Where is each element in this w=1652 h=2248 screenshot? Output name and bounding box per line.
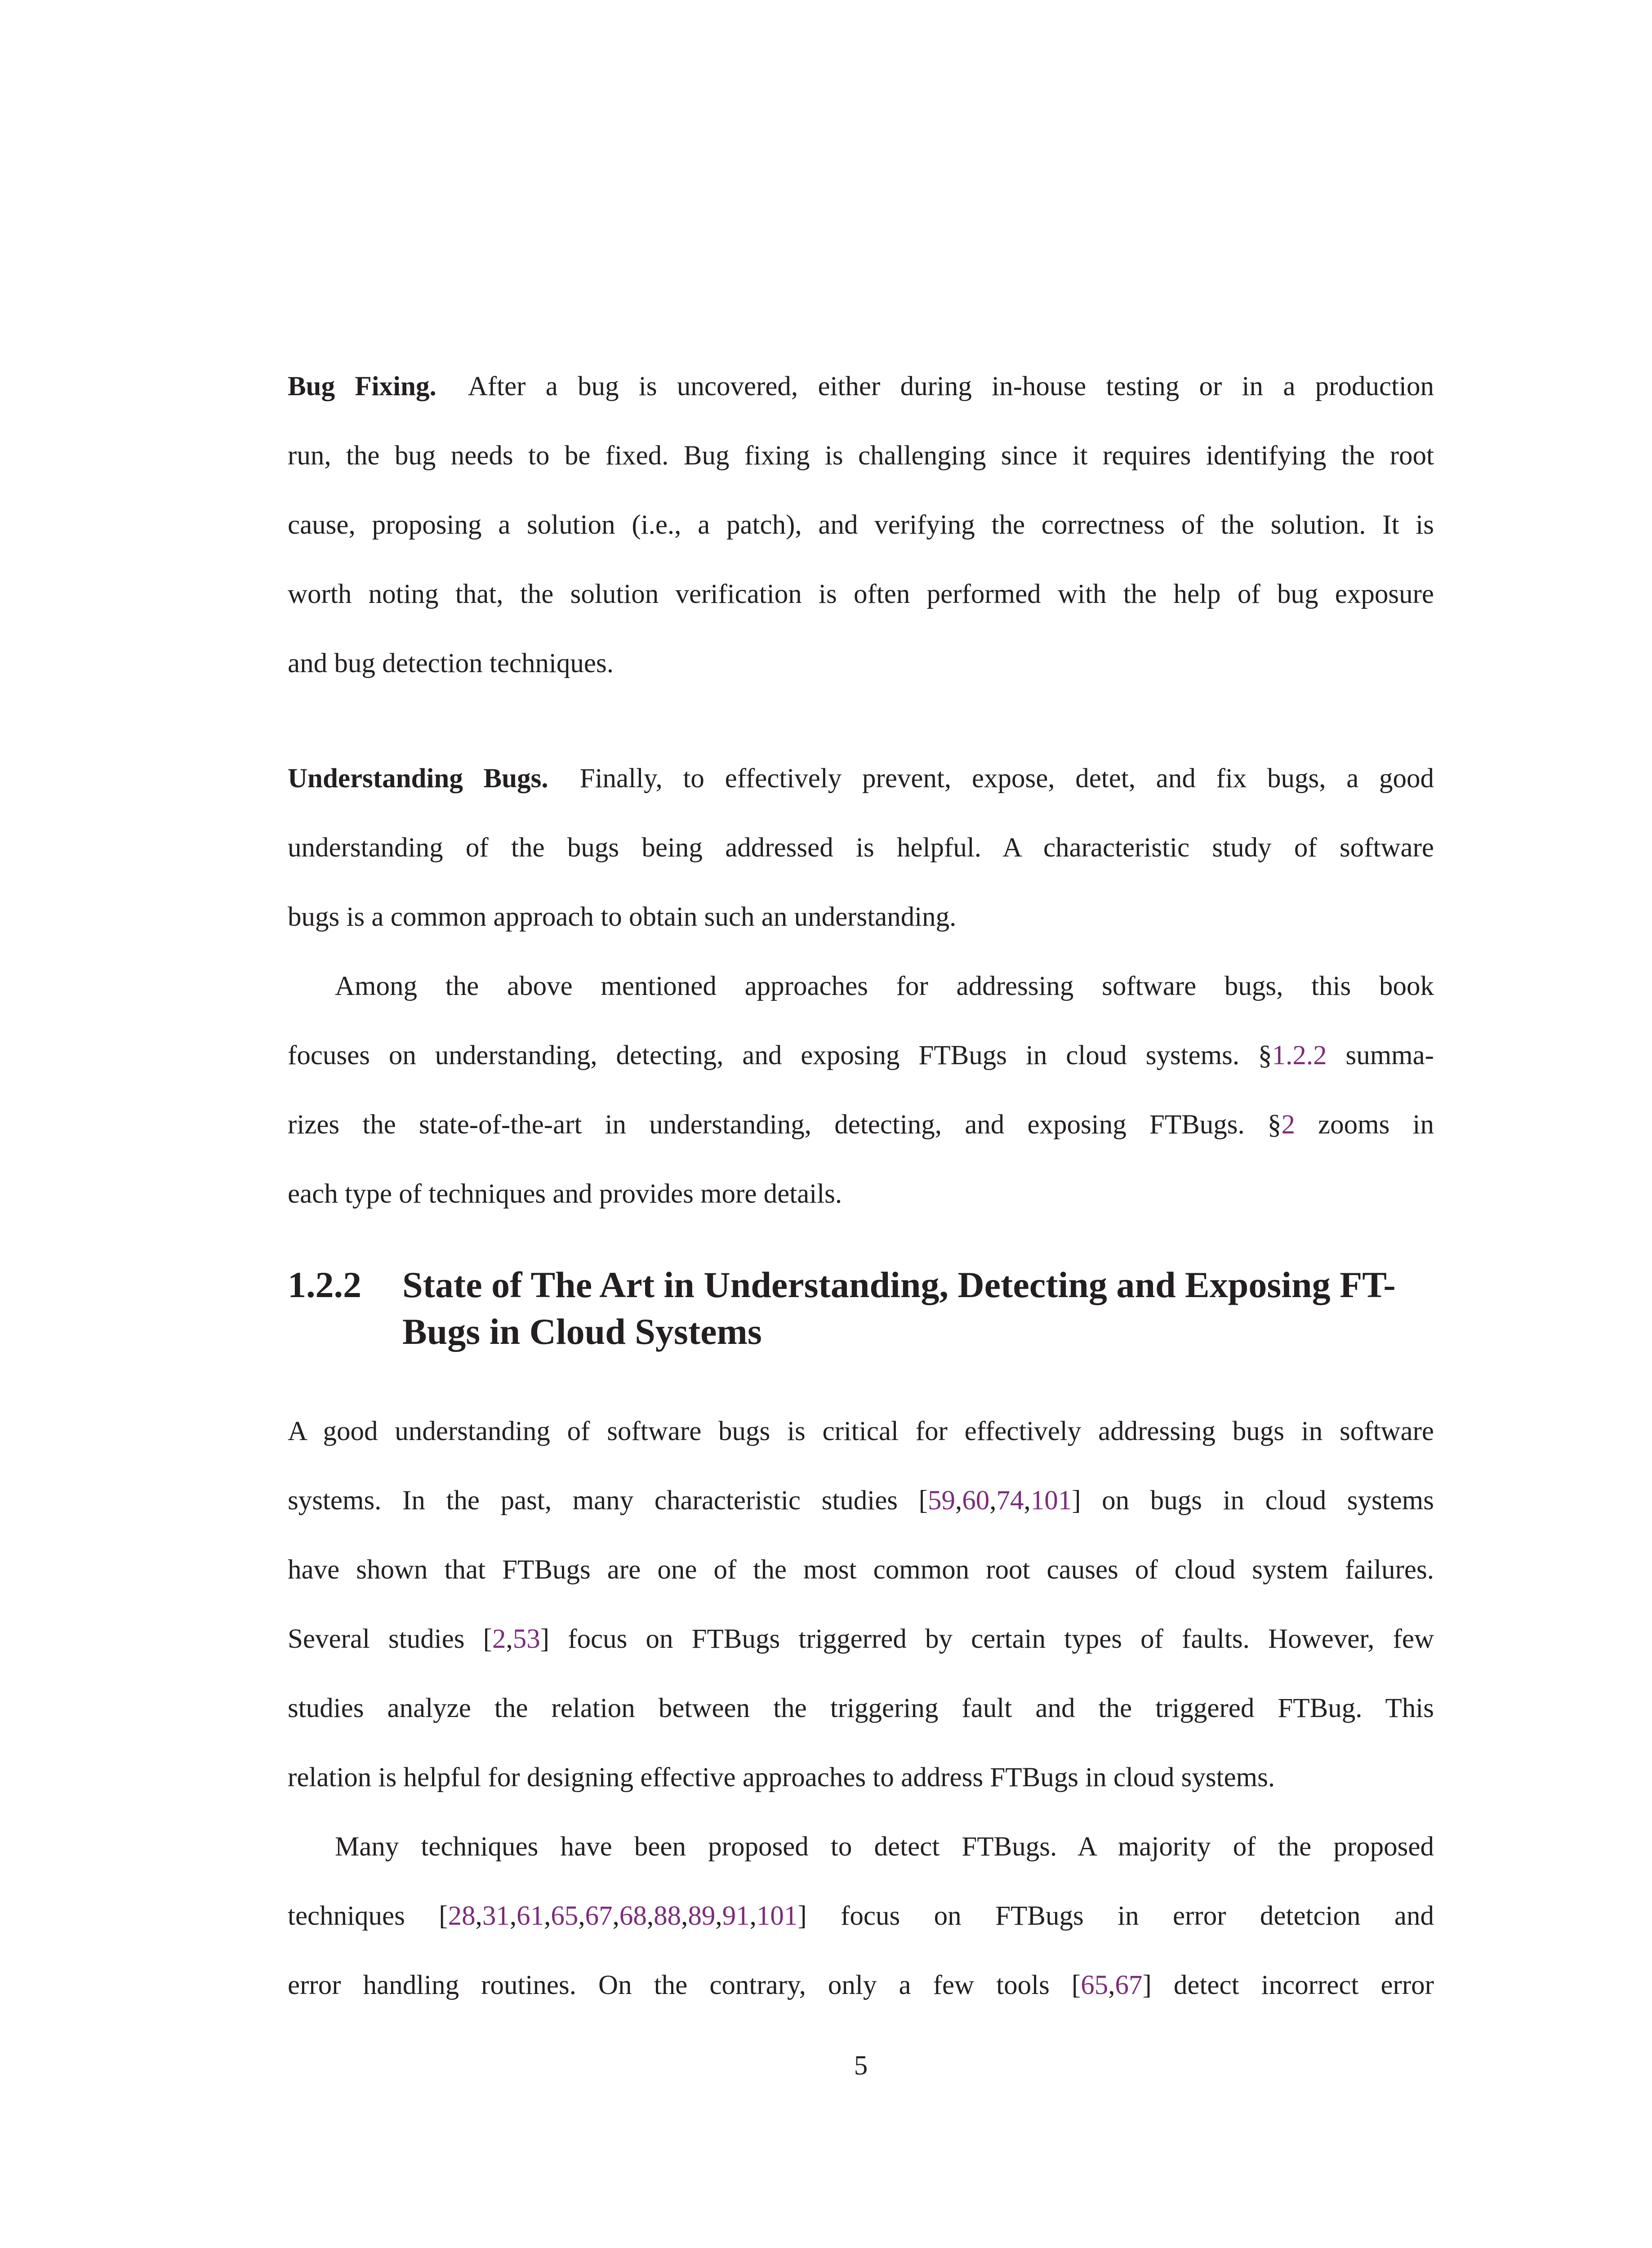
citation-link[interactable]: 60 (962, 1485, 990, 1516)
section-title-line-1: State of The Art in Understanding, Detecting and Exposing FT- (402, 1264, 1396, 1305)
state-line-5: studies analyze the relation between the triggering fault and the triggered FTBug. This (288, 1693, 1434, 1723)
citation-link[interactable]: 61 (517, 1901, 544, 1931)
citation-link[interactable]: 53 (512, 1624, 540, 1654)
understanding-bugs-line-3: bugs is a common approach to obtain such an understanding. (288, 902, 957, 932)
among-line-2 (288, 1038, 1434, 1074)
citation-link[interactable]: 59 (927, 1485, 955, 1516)
state-line-2: systems. In the past, many characteristic studies [59,60,74,101] on bugs in cloud systems (288, 1485, 1434, 1516)
bug-fixing-line-1 (288, 369, 1434, 405)
section-link-1-2-2[interactable]: 1.2.2 (1272, 1040, 1327, 1070)
understanding-bugs-line-1 (288, 761, 1434, 797)
state-line-1: A good understanding of software bugs is critical for effectively addressing bugs in software (288, 1416, 1434, 1446)
citation-link[interactable]: 67 (1115, 1970, 1143, 2000)
bug-fixing-heading: Bug Fixing. (288, 371, 436, 401)
citation-link[interactable]: 91 (722, 1901, 750, 1931)
state-line-6: relation is helpful for designing effective approaches to address FTBugs in cloud systems. (288, 1762, 1275, 1793)
citation-link[interactable]: 2 (492, 1624, 506, 1654)
state-line-2-tail: ] on bugs in cloud systems (1072, 1485, 1434, 1516)
among-line-2-text: focuses on understanding, detecting, and exposing FTBugs in cloud systems. § (288, 1040, 1272, 1070)
state-line-2-text: systems. In the past, many characteristic studies [ (288, 1485, 928, 1516)
among-line-3-text: rizes the state-of-the-art in understanding, detecting, and exposing FTBugs. § (288, 1110, 1282, 1140)
techniques-line-3: error handling routines. On the contrary, only a few tools [65,67] detect incorrect error (288, 1970, 1434, 2000)
bug-fixing-line-2: run, the bug needs to be fixed. Bug fixing is challenging since it requires identifying the root (288, 441, 1434, 471)
techniques-line-2-text: techniques [ (288, 1901, 448, 1931)
understanding-bugs-heading: Understanding Bugs. (288, 763, 548, 794)
understanding-bugs-text: Finally, to effectively prevent, expose, detet, and fix bugs, a good (579, 763, 1434, 794)
state-line-4: Several studies [2,53] focus on FTBugs triggerred by certain types of faults. However, few (288, 1624, 1434, 1654)
section-title (402, 1262, 1434, 1355)
citation-link[interactable]: 89 (688, 1901, 716, 1931)
section-link-2[interactable]: 2 (1281, 1110, 1295, 1140)
state-line-4-tail: ] focus on FTBugs triggerred by certain types of faults. However, few (540, 1624, 1434, 1654)
bug-fixing-line-4: worth noting that, the solution verification is often performed with the help of bug exposure (288, 579, 1434, 609)
state-line-4-text: Several studies [ (288, 1624, 492, 1654)
citation-link[interactable]: 74 (996, 1485, 1024, 1516)
document-page (288, 0, 1434, 2248)
techniques-line-2-tail: ] focus on FTBugs in error detetcion and (797, 1901, 1434, 1931)
state-line-3: have shown that FTBugs are one of the most common root causes of cloud system failures. (288, 1555, 1434, 1585)
among-line-4: each type of techniques and provides more details. (288, 1179, 842, 1209)
citation-link[interactable]: 68 (619, 1901, 647, 1931)
among-line-3-tail: zooms in (1295, 1110, 1434, 1140)
section-title-line-2: Bugs in Cloud Systems (402, 1311, 762, 1352)
citation-link[interactable]: 65 (1081, 1970, 1109, 2000)
section-number: 1.2.2 (288, 1264, 361, 1305)
techniques-line-3-tail: ] detect incorrect error (1142, 1970, 1434, 2000)
bug-fixing-line-3: cause, proposing a solution (i.e., a patch), and verifying the correctness of the solution. It is (288, 510, 1434, 540)
among-line-1: Among the above mentioned approaches for addressing software bugs, this book (335, 971, 1434, 1001)
citation-link[interactable]: 28 (448, 1901, 476, 1931)
citation-link[interactable]: 31 (482, 1901, 510, 1931)
citation-link[interactable]: 88 (654, 1901, 681, 1931)
among-line-3 (288, 1107, 1434, 1143)
among-line-2-tail: summa- (1327, 1040, 1434, 1070)
bug-fixing-line-5: and bug detection techniques. (288, 648, 614, 678)
techniques-line-2: techniques [28,31,61,65,67,68,88,89,91,101] focus on FTBugs in error detetcion and (288, 1901, 1434, 1931)
citation-link[interactable]: 101 (756, 1901, 798, 1931)
citation-link[interactable]: 101 (1030, 1485, 1072, 1516)
citation-link[interactable]: 67 (585, 1901, 613, 1931)
techniques-line-3-text: error handling routines. On the contrary, only a few tools [ (288, 1970, 1081, 2000)
techniques-line-1: Many techniques have been proposed to detect FTBugs. A majority of the proposed (335, 1832, 1434, 1862)
page-number: 5 (854, 2051, 868, 2081)
understanding-bugs-line-2: understanding of the bugs being addressed is helpful. A characteristic study of software (288, 833, 1434, 863)
citation-link[interactable]: 65 (551, 1901, 579, 1931)
bug-fixing-text: After a bug is uncovered, either during in-house testing or in a production (468, 371, 1434, 401)
